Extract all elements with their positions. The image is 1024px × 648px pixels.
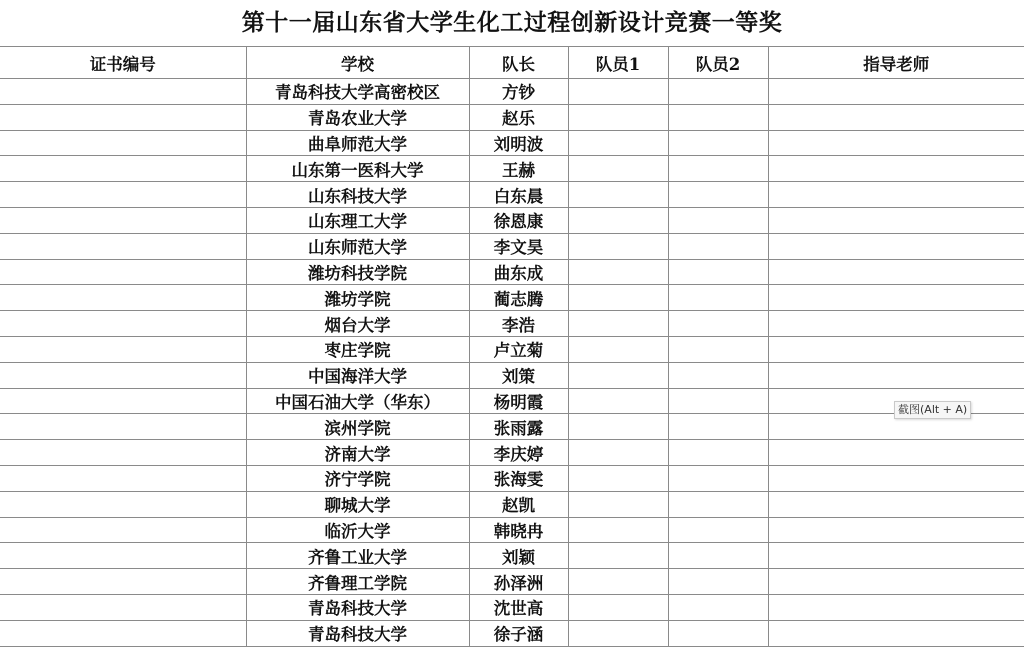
cell-member1 — [568, 79, 668, 105]
cell-advisor — [768, 362, 1024, 388]
table-body — [0, 79, 1024, 647]
table-row — [0, 259, 1024, 285]
table-row — [0, 388, 1024, 414]
header-school: 学校 — [246, 47, 469, 79]
table-row — [0, 491, 1024, 517]
cell-captain: 李文昊 — [469, 233, 568, 259]
cell-member2 — [668, 207, 768, 233]
cell-captain: 王赫 — [469, 156, 568, 182]
table-row — [0, 440, 1024, 466]
cell-member2 — [668, 336, 768, 362]
cell-school: 烟台大学 — [246, 311, 469, 337]
header-advisor: 指导老师 — [768, 47, 1024, 79]
cell-member2 — [668, 440, 768, 466]
cell-member2 — [668, 569, 768, 595]
table-row — [0, 620, 1024, 646]
cell-advisor — [768, 620, 1024, 646]
cell-school: 中国海洋大学 — [246, 362, 469, 388]
cell-advisor — [768, 259, 1024, 285]
cell-captain: 卢立菊 — [469, 336, 568, 362]
table-row — [0, 233, 1024, 259]
cell-cert-no — [0, 233, 246, 259]
cell-member2 — [668, 233, 768, 259]
cell-school: 山东第一医科大学 — [246, 156, 469, 182]
table-row — [0, 207, 1024, 233]
cell-member2 — [668, 491, 768, 517]
cell-member1 — [568, 543, 668, 569]
table-row — [0, 104, 1024, 130]
cell-advisor — [768, 491, 1024, 517]
cell-member1 — [568, 414, 668, 440]
cell-member1 — [568, 233, 668, 259]
cell-cert-no — [0, 414, 246, 440]
cell-captain: 赵凯 — [469, 491, 568, 517]
cell-school: 潍坊科技学院 — [246, 259, 469, 285]
cell-school: 青岛科技大学高密校区 — [246, 79, 469, 105]
cell-member2 — [668, 543, 768, 569]
cell-member1 — [568, 465, 668, 491]
document-title: 第十一届山东省大学生化工过程创新设计竞赛一等奖 — [241, 9, 783, 36]
table-row — [0, 156, 1024, 182]
cell-school: 山东科技大学 — [246, 182, 469, 208]
cell-member1 — [568, 388, 668, 414]
table-row — [0, 414, 1024, 440]
cell-advisor — [768, 594, 1024, 620]
cell-advisor — [768, 285, 1024, 311]
cell-school: 济宁学院 — [246, 465, 469, 491]
cell-member2 — [668, 130, 768, 156]
cell-member1 — [568, 594, 668, 620]
cell-member1 — [568, 517, 668, 543]
table-row — [0, 517, 1024, 543]
cell-member2 — [668, 362, 768, 388]
cell-cert-no — [0, 311, 246, 337]
cell-cert-no — [0, 156, 246, 182]
cell-advisor — [768, 517, 1024, 543]
cell-school: 青岛科技大学 — [246, 620, 469, 646]
cell-school: 齐鲁工业大学 — [246, 543, 469, 569]
cell-school: 聊城大学 — [246, 491, 469, 517]
cell-member2 — [668, 79, 768, 105]
cell-advisor — [768, 233, 1024, 259]
table-row — [0, 79, 1024, 105]
cell-member1 — [568, 207, 668, 233]
cell-school: 青岛农业大学 — [246, 104, 469, 130]
table-row — [0, 543, 1024, 569]
cell-advisor — [768, 336, 1024, 362]
cell-cert-no — [0, 388, 246, 414]
cell-captain: 徐恩康 — [469, 207, 568, 233]
cell-member2 — [668, 156, 768, 182]
cell-advisor — [768, 104, 1024, 130]
table-row — [0, 336, 1024, 362]
cell-cert-no — [0, 594, 246, 620]
cell-cert-no — [0, 491, 246, 517]
cell-school: 青岛科技大学 — [246, 594, 469, 620]
cell-advisor — [768, 569, 1024, 595]
cell-captain: 张雨露 — [469, 414, 568, 440]
cell-captain: 沈世高 — [469, 594, 568, 620]
table-row — [0, 594, 1024, 620]
cell-advisor — [768, 440, 1024, 466]
cell-captain: 刘明波 — [469, 130, 568, 156]
cell-advisor — [768, 79, 1024, 105]
cell-captain: 徐子涵 — [469, 620, 568, 646]
cell-member1 — [568, 620, 668, 646]
cell-school: 枣庄学院 — [246, 336, 469, 362]
cell-cert-no — [0, 130, 246, 156]
cell-cert-no — [0, 207, 246, 233]
header-member1: 队员1 — [568, 47, 668, 79]
cell-captain: 蔺志腾 — [469, 285, 568, 311]
cell-cert-no — [0, 104, 246, 130]
cell-member1 — [568, 336, 668, 362]
cell-member1 — [568, 285, 668, 311]
cell-member2 — [668, 594, 768, 620]
cell-member1 — [568, 259, 668, 285]
cell-member2 — [668, 465, 768, 491]
cell-cert-no — [0, 543, 246, 569]
cell-advisor — [768, 543, 1024, 569]
cell-member1 — [568, 182, 668, 208]
cell-member1 — [568, 491, 668, 517]
cell-school: 济南大学 — [246, 440, 469, 466]
cell-member1 — [568, 130, 668, 156]
cell-captain: 赵乐 — [469, 104, 568, 130]
cell-school: 中国石油大学（华东） — [246, 388, 469, 414]
cell-member2 — [668, 388, 768, 414]
cell-member2 — [668, 620, 768, 646]
cell-member2 — [668, 285, 768, 311]
cell-member1 — [568, 362, 668, 388]
cell-captain: 白东晨 — [469, 182, 568, 208]
cell-captain: 方钞 — [469, 79, 568, 105]
cell-captain: 李庆婷 — [469, 440, 568, 466]
cell-cert-no — [0, 465, 246, 491]
table-header-row — [0, 47, 1024, 79]
table-row — [0, 569, 1024, 595]
cell-member2 — [668, 104, 768, 130]
table-row — [0, 182, 1024, 208]
cell-captain: 李浩 — [469, 311, 568, 337]
cell-member1 — [568, 440, 668, 466]
cell-cert-no — [0, 620, 246, 646]
header-member2: 队员2 — [668, 47, 768, 79]
cell-member2 — [668, 311, 768, 337]
cell-school: 山东理工大学 — [246, 207, 469, 233]
cell-member1 — [568, 104, 668, 130]
cell-advisor — [768, 182, 1024, 208]
screenshot-tooltip: 截图(Alt + A) — [894, 401, 971, 419]
award-table — [0, 46, 1024, 647]
cell-member1 — [568, 311, 668, 337]
table-row — [0, 285, 1024, 311]
cell-captain: 杨明霞 — [469, 388, 568, 414]
cell-member2 — [668, 414, 768, 440]
cell-advisor — [768, 130, 1024, 156]
cell-captain: 曲东成 — [469, 259, 568, 285]
cell-school: 齐鲁理工学院 — [246, 569, 469, 595]
cell-school: 滨州学院 — [246, 414, 469, 440]
cell-member2 — [668, 182, 768, 208]
table-row — [0, 130, 1024, 156]
cell-captain: 孙泽洲 — [469, 569, 568, 595]
table-row — [0, 362, 1024, 388]
table-row — [0, 311, 1024, 337]
cell-cert-no — [0, 336, 246, 362]
cell-cert-no — [0, 79, 246, 105]
cell-cert-no — [0, 182, 246, 208]
cell-member1 — [568, 156, 668, 182]
cell-member1 — [568, 569, 668, 595]
cell-member2 — [668, 517, 768, 543]
cell-captain: 刘策 — [469, 362, 568, 388]
cell-captain: 张海雯 — [469, 465, 568, 491]
table-row — [0, 465, 1024, 491]
cell-member2 — [668, 259, 768, 285]
cell-captain: 韩晓冉 — [469, 517, 568, 543]
cell-school: 山东师范大学 — [246, 233, 469, 259]
cell-advisor — [768, 156, 1024, 182]
cell-cert-no — [0, 517, 246, 543]
cell-advisor — [768, 311, 1024, 337]
cell-school: 临沂大学 — [246, 517, 469, 543]
cell-cert-no — [0, 569, 246, 595]
cell-cert-no — [0, 259, 246, 285]
cell-school: 曲阜师范大学 — [246, 130, 469, 156]
cell-cert-no — [0, 285, 246, 311]
cell-cert-no — [0, 362, 246, 388]
cell-cert-no — [0, 440, 246, 466]
cell-captain: 刘颖 — [469, 543, 568, 569]
cell-advisor — [768, 465, 1024, 491]
header-captain: 队长 — [469, 47, 568, 79]
cell-advisor — [768, 207, 1024, 233]
cell-school: 潍坊学院 — [246, 285, 469, 311]
header-cert-no: 证书编号 — [0, 47, 246, 79]
